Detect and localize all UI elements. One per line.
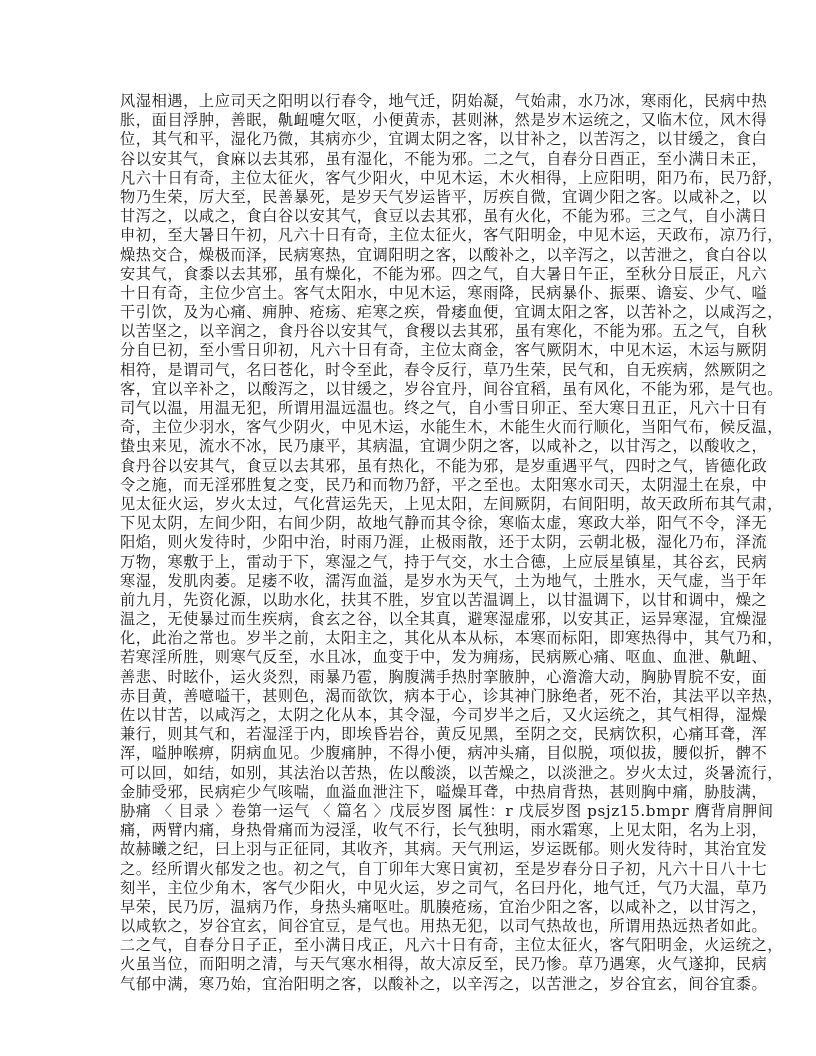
text-line: 寒湿，发肌肉萎。足痿不收，濡泻血溢，是岁水为天气，土为地气，土胜水，天气虚，当于年: [120, 571, 768, 590]
text-line: 胀，面目浮肿，善眠，鼽衄嚏欠呕，小便黄赤，甚则淋，然是岁木运统之，又临木位，风木得: [120, 111, 768, 130]
text-line: 善悲、时眩仆，运火炎烈，雨暴乃雹，胸腹满手热肘挛腋肿，心澹澹大动，胸胁胃脘不安，面: [120, 667, 768, 686]
text-line: 胁痛 〈 目录 〉卷第一运气 〈 篇名 〉戊辰岁图 属性：r 戊辰岁图 psjz15.bmpr 膺背肩胛间: [120, 801, 774, 820]
text-line: 火虽当位，而阳明之清，与天气寒水相得，故大凉反至，民乃惨。草乃遇寒，火气遂抑，民病: [120, 955, 768, 974]
text-line: 温之，无使暴过而生疾病，食玄之谷，以全其真，避寒湿虚邪，以安其正，运异寒湿，宜燥湿: [120, 610, 768, 629]
text-line: 金肺受邪，民病疟少气咳喘，血溢血泄注下，嗌燥耳聋，中热肩背热，甚则胸中痛，胁肢满，: [120, 782, 768, 801]
text-line: 之。经所谓火郁发之也。初之气，自丁卯年大寒日寅初，至是岁春分日子初，凡六十日八十七: [120, 859, 768, 878]
text-line: 以苦坚之，以辛润之，食丹谷以安其气，食稷以去其邪，虽有寒化，不能为邪。五之气，自秋: [120, 322, 768, 341]
text-line: 燥热交合，燥极而泽，民病寒热，宜调阳明之客，以酸补之，以辛泻之，以苦泄之，食白谷以: [120, 245, 768, 264]
text-line: 故赫曦之纪，曰上羽与正征同，其收齐，其病。天气刑运，岁运既郁。则火发待时，其治宜发: [120, 840, 768, 859]
text-line: 可以回，如结，如别，其法治以苦热，佐以酸淡，以苦燥之，以淡泄之。岁火太过，炎暑流行，: [120, 763, 784, 782]
text-line: 早荣，民乃厉，温病乃作，身热头痛呕吐。肌腠疮疡，宜治少阳之客，以咸补之，以甘泻之，: [120, 897, 768, 916]
text-line: 蛰虫来见，流水不冰，民乃康平，其病温，宜调少阴之客，以咸补之，以甘泻之，以酸收之，: [120, 437, 768, 456]
text-line: 物乃生荣，厉大至，民善暴死，是岁天气岁运皆平，厉疾自微，宜调少阳之客。以咸补之，以: [120, 187, 768, 206]
text-line: 以咸软之，岁谷宜玄，间谷宜豆，是气也。用热无犯，以司气热故也，所谓用热远热者如此。: [120, 917, 768, 936]
text-line: 赤目黄，善噫嗌干，甚则色，渴而欲饮，病本于心，诊其神门脉绝者，死不治，其法平以辛热，: [120, 686, 784, 705]
text-line: 食丹谷以安其气，食豆以去其邪，虽有热化，不能为邪，是岁重遇平气，四时之气，皆德化政: [120, 456, 768, 475]
document-page: [120, 92, 784, 994]
text-line: 刻半，主位少角木，客气少阳火，中见火运，岁之司气，名曰丹化，地气迁，气乃大温，草乃: [120, 878, 768, 897]
text-line: 若寒淫所胜，则寒气反至，水且冰，血变于中，发为痈疡，民病厥心痛、呕血、血泄、鼽衄、: [120, 648, 768, 667]
text-line: 阳焰，则火发待时，少阳中治，时雨乃涯，止极雨散，还于太阴，云朝北极，湿化乃布，泽流: [120, 533, 768, 552]
text-line: 十日有奇，主位少宫土。客气太阳水，中见木运，寒雨降，民病暴仆、振栗、谵妄、少气、嗌: [120, 283, 768, 302]
text-line: 化，此治之常也。岁半之前，太阳主之，其化从本从标，本寒而标阳，即寒热得中，其气乃和，: [120, 629, 784, 648]
text-line: 气郁中满，寒乃始，宜治阳明之客，以酸补之，以辛泻之，以苦泄之，岁谷宜玄，间谷宜黍。: [120, 974, 768, 993]
text-line: 见太征火运，岁火太过，气化营运先天，上见太阳，左间厥阴，右间阳明，故天政所布其气肃，: [120, 494, 784, 513]
text-line: 客，宜以辛补之，以酸泻之，以甘缓之，岁谷宜丹，间谷宜稻，虽有风化，不能为邪，是气也。: [120, 379, 784, 398]
text-line: 下见太阴，左间少阳，右间少阴，故地气静而其令徐，寒临太虚，寒政大举，阳气不令，泽无: [120, 514, 768, 533]
text-line: 安其气，食黍以去其邪，虽有燥化，不能为邪。四之气，自大暑日午正，至秋分日辰正，凡六: [120, 264, 768, 283]
text-line: 奇，主位少羽水，客气少阴火，中见木运，水能生木，木能生火而行顺化，当阳气布，候反温，: [120, 418, 784, 437]
text-line: 甘泻之，以咸之，食白谷以安其气，食豆以去其邪，虽有火化，不能为邪。三之气，自小满日: [120, 207, 768, 226]
text-line: 谷以安其气，食麻以去其邪，虽有湿化，不能为邪。二之气，自春分日酉正，至小满日未正，: [120, 149, 768, 168]
text-line: 凡六十日有奇，主位太征火，客气少阳火，中见木运，木火相得，上应阳明，阳乃布，民乃舒，: [120, 168, 784, 187]
text-line: 分自巳初，至小雪日卯初，凡六十日有奇，主位太商金，客气厥阴木，中见木运，木运与厥阴: [120, 341, 768, 360]
text-line: 二之气，自春分日子正，至小满日戌正，凡六十日有奇，主位太征火，客气阳明金，火运统之，: [120, 936, 784, 955]
text-line: 万物，寒敷于上，雷动于下，寒湿之气，持于气交，水土合德，上应辰星镇星，其谷玄，民病: [120, 552, 768, 571]
text-line: 兼行，则其气和，若湿淫于内，即埃昏岩谷，黄反见黑，至阴之交，民病饮积，心痛耳聋，浑: [120, 725, 768, 744]
text-line: 风湿相遇，上应司天之阳明以行春令，地气迁，阴始凝，气始肃，水乃冰，寒雨化，民病中热: [120, 92, 768, 110]
text-line: 痛，两臂内痛，身热骨痛而为浸淫，收气不行，长气独明，雨水霜寒，上见太阳，名为上羽，: [120, 821, 768, 840]
text-line: 前九月，先资化源，以助水化，扶其不胜，岁宜以苦温调上，以甘温调下，以甘和调中，燥之: [120, 590, 768, 609]
text-line: 申初，至大暑日午初，凡六十日有奇，主位太征火，客气阳明金，中见木运，天政布，凉乃行，: [120, 226, 784, 245]
text-line: 浑，嗌肿喉痹，阴病血见。少腹痛肿，不得小便，病冲头痛，目似脱，项似拔，腰似折，髀不: [120, 744, 768, 763]
text-line: 司气以温，用温无犯，所谓用温远温也。终之气，自小雪日卯正、至大寒日丑正，凡六十日有: [120, 399, 768, 417]
text-line: 干引饮，及为心痛、痈肿、疮疡、疟寒之疾，骨痿血便，宜调太阳之客，以苦补之，以咸泻之，: [120, 303, 784, 322]
text-line: 相符，是谓司气，名曰苍化，时令至此，春令反行，草乃生荣，民气和，自无疾病，然厥阴之: [120, 360, 768, 379]
text-line: 位，其气和平，湿化乃微，其病亦少，宜调太阴之客，以甘补之，以苦泻之，以甘缓之，食白: [120, 130, 768, 149]
text-line: 令之施，而无淫邪胜复之变，民乃和而物乃舒，平之至也。太阳寒水司天，太阴湿土在泉，中: [120, 475, 768, 494]
text-line: 佐以甘苦，以咸泻之，太阴之化从本，其令湿，今司岁半之后，又火运统之，其气相得，湿燥: [120, 706, 768, 724]
